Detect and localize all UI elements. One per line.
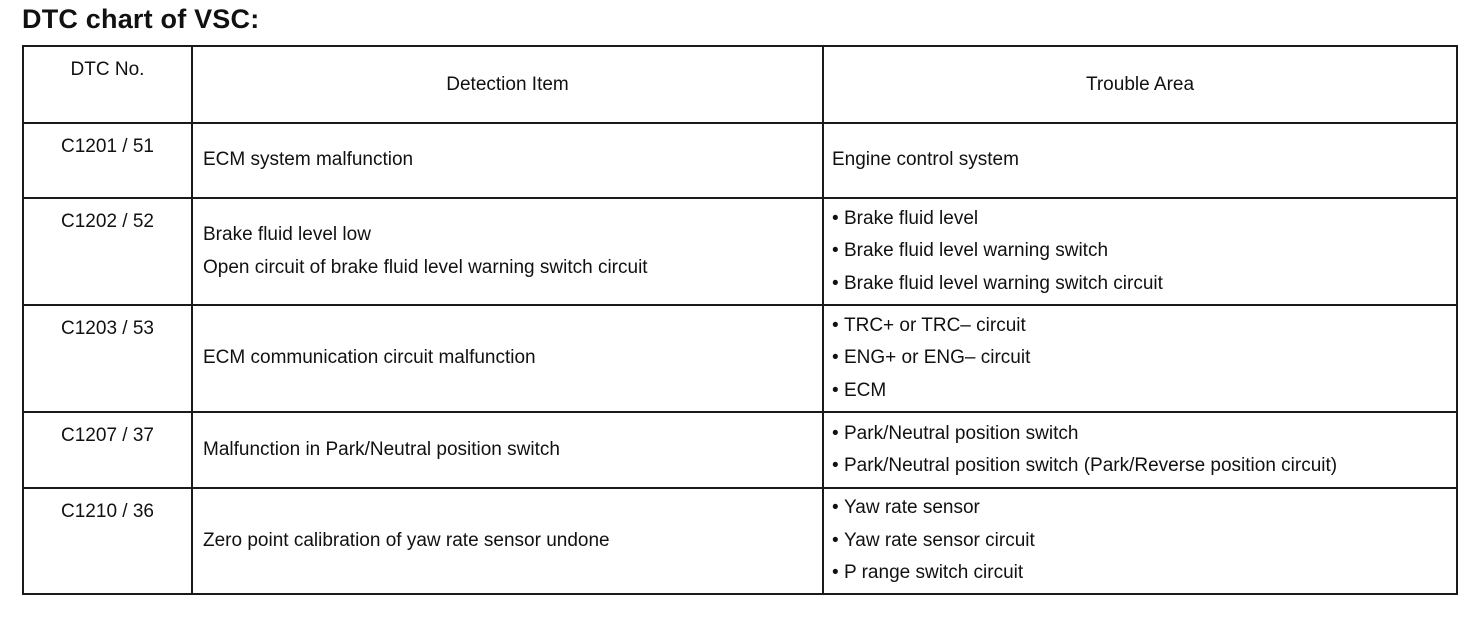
detection-item [192, 412, 823, 488]
trouble-area [823, 305, 1457, 412]
bullet-icon: • [832, 207, 839, 229]
table-row [23, 488, 1457, 594]
bullet-icon: • [832, 347, 839, 369]
trouble-text: ENG+ or ENG– circuit [844, 347, 1031, 369]
trouble-text: Yaw rate sensor circuit [844, 529, 1035, 551]
trouble-line: Engine control system [832, 149, 1019, 171]
table-header-row [23, 46, 1457, 123]
trouble-text: Brake fluid level warning switch [844, 240, 1109, 262]
detection-item [192, 123, 823, 198]
trouble-item [832, 557, 1456, 590]
detection-line: ECM system malfunction [203, 149, 414, 171]
table-row [23, 412, 1457, 488]
table-row [23, 305, 1457, 412]
trouble-text: Brake fluid level [844, 207, 979, 229]
trouble-text: Park/Neutral position switch [844, 422, 1079, 444]
detection-line: Malfunction in Park/Neutral position switch [203, 438, 560, 460]
dtc-code: C1203 / 53 [23, 305, 192, 412]
trouble-item [832, 268, 1456, 301]
trouble-area [823, 488, 1457, 594]
trouble-area [823, 123, 1457, 198]
trouble-area [823, 412, 1457, 488]
detection-line: Brake fluid level low [203, 224, 371, 245]
page-title: DTC chart of VSC: [22, 4, 260, 34]
trouble-text: TRC+ or TRC– circuit [844, 314, 1026, 336]
dtc-code: C1207 / 37 [23, 412, 192, 488]
bullet-icon: • [832, 422, 839, 444]
dtc-code: C1202 / 52 [23, 198, 192, 305]
header-detection-item: Detection Item [192, 46, 823, 123]
trouble-text: P range switch circuit [844, 562, 1024, 584]
trouble-item [832, 525, 1456, 558]
trouble-item [832, 450, 1456, 483]
detection-line: Open circuit of brake fluid level warning switch circuit [203, 256, 648, 278]
detection-item [192, 488, 823, 594]
bullet-icon: • [832, 379, 839, 401]
trouble-text: ECM [844, 379, 887, 401]
trouble-item [832, 235, 1456, 268]
trouble-item [832, 342, 1456, 375]
bullet-icon: • [832, 240, 839, 262]
table-row [23, 123, 1457, 198]
trouble-item [832, 375, 1456, 408]
bullet-icon: • [832, 562, 839, 584]
detection-item [192, 198, 823, 305]
trouble-text: Yaw rate sensor [844, 497, 980, 519]
trouble-item [832, 492, 1456, 525]
trouble-item [832, 203, 1456, 236]
dtc-code: C1201 / 51 [23, 123, 192, 198]
bullet-icon: • [832, 497, 839, 519]
trouble-text: Brake fluid level warning switch circuit [844, 272, 1163, 294]
trouble-item [832, 418, 1456, 451]
dtc-code: C1210 / 36 [23, 488, 192, 594]
bullet-icon: • [832, 455, 839, 476]
trouble-area [823, 198, 1457, 305]
detection-item [192, 305, 823, 412]
bullet-icon: • [832, 272, 839, 294]
header-trouble-area: Trouble Area [823, 46, 1457, 123]
detection-line: Zero point calibration of yaw rate sensor undone [203, 529, 610, 551]
header-dtc-no: DTC No. [23, 46, 192, 123]
table-row [23, 198, 1457, 305]
detection-line: ECM communication circuit malfunction [203, 347, 536, 369]
trouble-text: Park/Neutral position switch (Park/Reverse position circuit) [844, 455, 1338, 476]
bullet-icon: • [832, 529, 839, 551]
dtc-table [22, 45, 1458, 595]
bullet-icon: • [832, 314, 839, 336]
trouble-item [832, 310, 1456, 343]
